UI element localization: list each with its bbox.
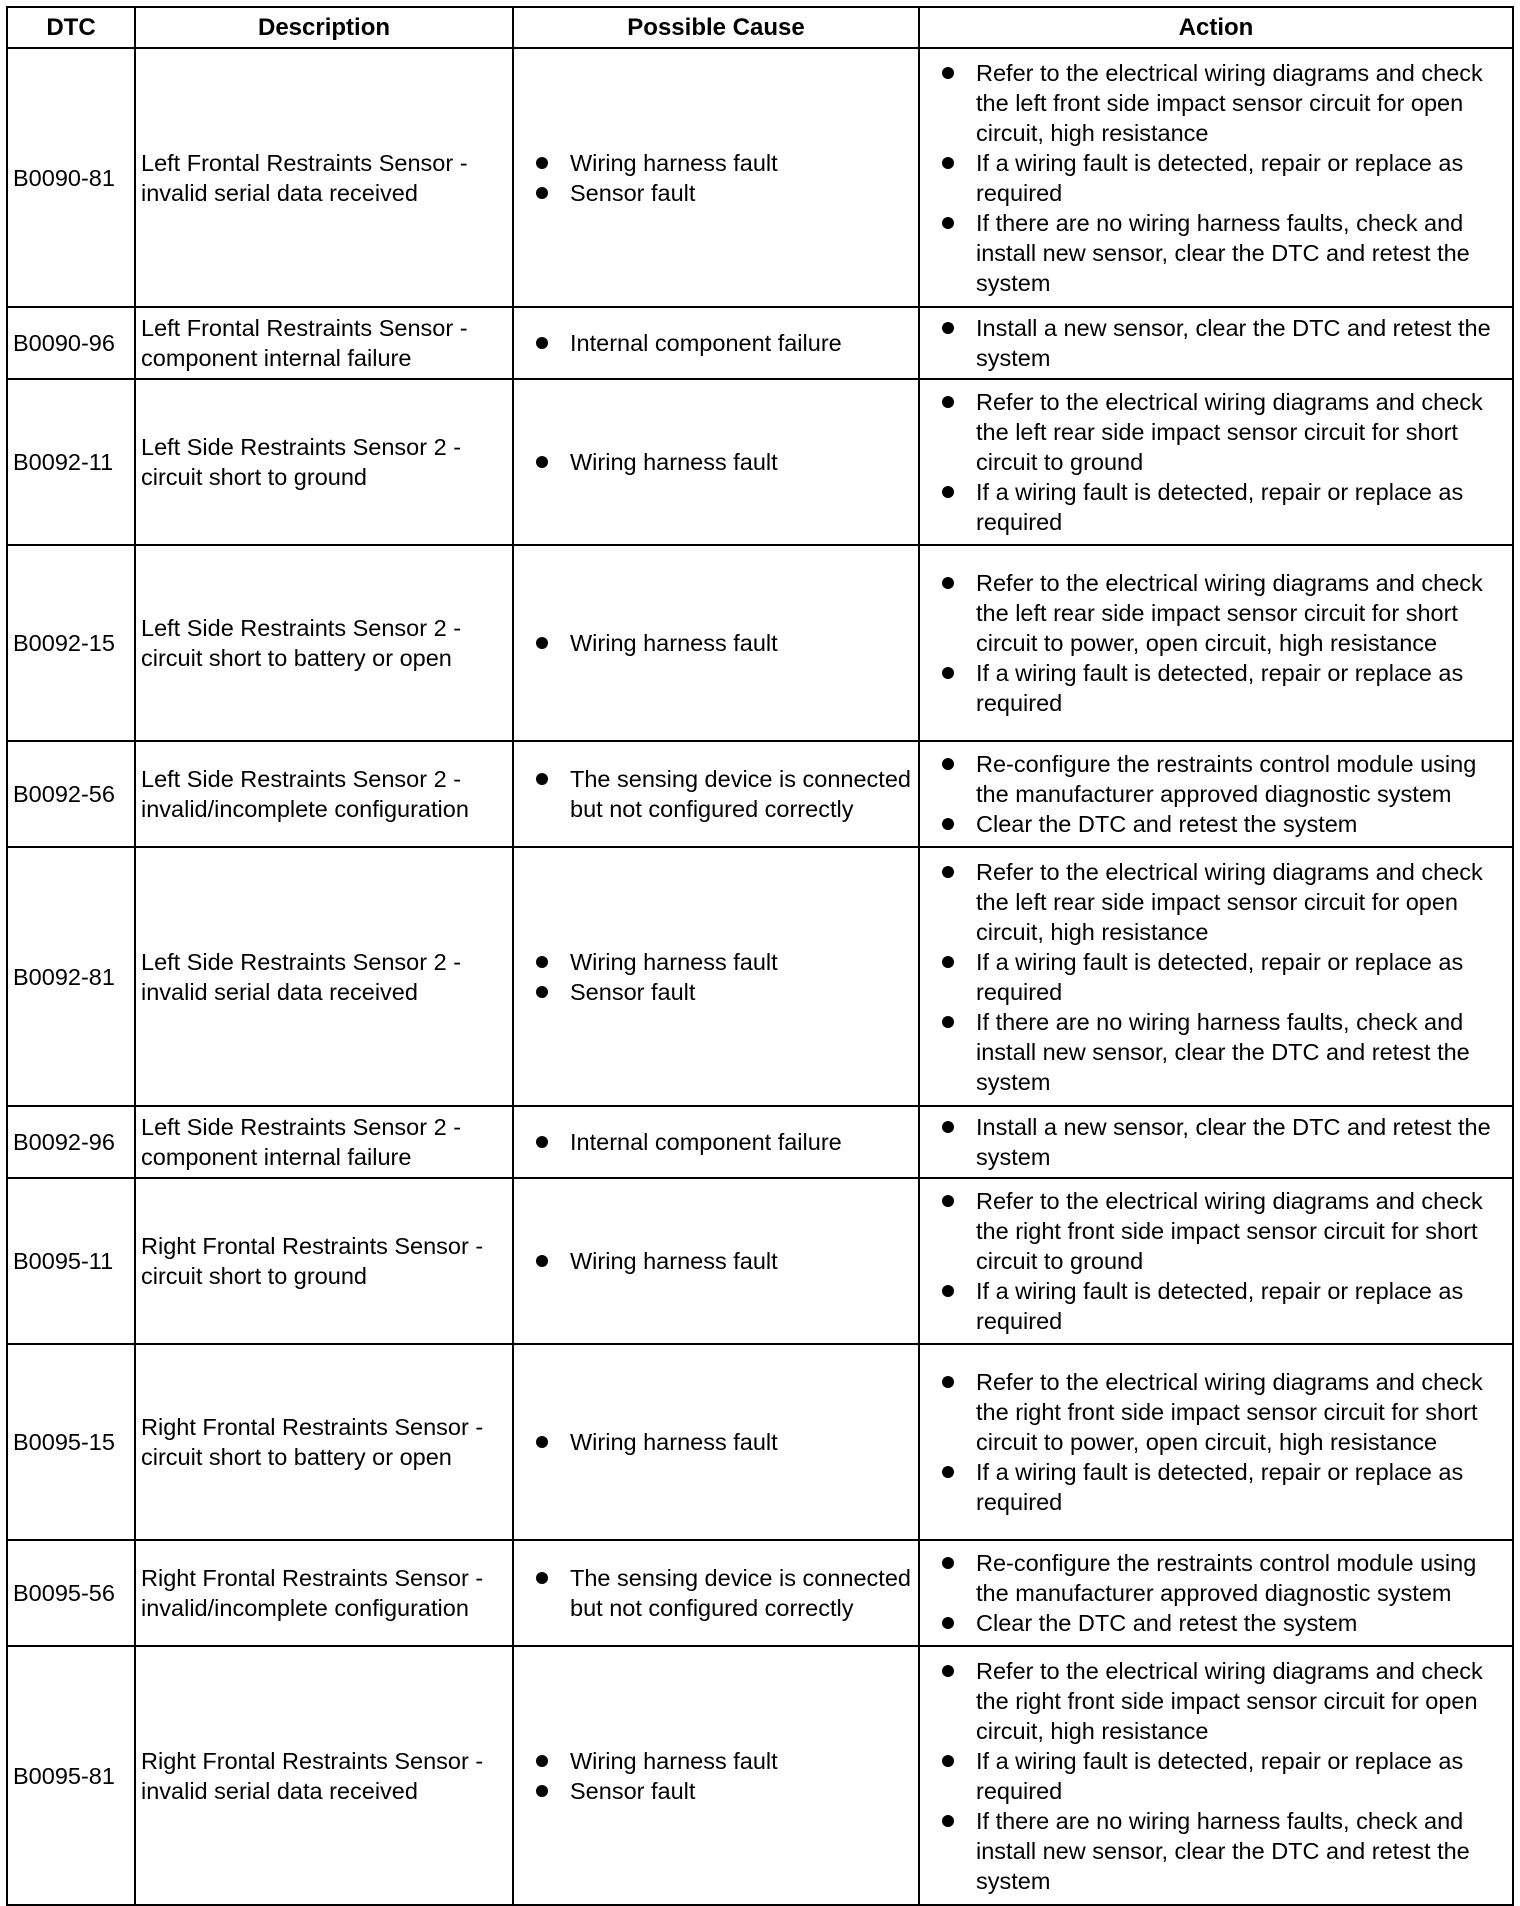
dtc-code: B0092-81 [7, 847, 135, 1106]
table-row [7, 847, 1513, 1106]
action-item: Re-configure the restraints control module using the manufacturer approved diagnostic system [942, 1548, 1510, 1608]
action-cell [919, 1344, 1513, 1540]
action-item: If there are no wiring harness faults, check and install new sensor, clear the DTC and retest the system [942, 1806, 1510, 1896]
action-cell [919, 741, 1513, 847]
cause-list [536, 148, 914, 208]
cause-list [536, 1746, 914, 1806]
dtc-code: B0092-96 [7, 1106, 135, 1178]
dtc-description: Left Side Restraints Sensor 2 - invalid/incomplete configuration [135, 741, 513, 847]
header-action: Action [919, 7, 1513, 48]
dtc-code: B0095-15 [7, 1344, 135, 1540]
table-row [7, 741, 1513, 847]
dtc-code: B0095-81 [7, 1646, 135, 1905]
dtc-code: B0092-11 [7, 379, 135, 545]
action-item: If a wiring fault is detected, repair or replace as required [942, 947, 1510, 1007]
dtc-description: Left Frontal Restraints Sensor - invalid serial data received [135, 48, 513, 307]
possible-cause-cell [513, 741, 919, 847]
action-cell [919, 1540, 1513, 1646]
possible-cause-cell [513, 1646, 919, 1905]
cause-list [536, 947, 914, 1007]
dtc-code: B0095-11 [7, 1178, 135, 1344]
dtc-code: B0095-56 [7, 1540, 135, 1646]
action-item: Refer to the electrical wiring diagrams and check the left front side impact sensor circuit for open circuit, high resistance [942, 58, 1510, 148]
cause-list [536, 628, 914, 658]
action-list [942, 1112, 1510, 1172]
action-list [942, 1548, 1510, 1638]
table-row [7, 545, 1513, 741]
cause-item: The sensing device is connected but not configured correctly [536, 1563, 914, 1623]
action-item: If a wiring fault is detected, repair or replace as required [942, 477, 1510, 537]
action-item: If there are no wiring harness faults, check and install new sensor, clear the DTC and retest the system [942, 1007, 1510, 1097]
dtc-description: Left Side Restraints Sensor 2 - circuit short to battery or open [135, 545, 513, 741]
dtc-description: Left Side Restraints Sensor 2 - circuit short to ground [135, 379, 513, 545]
action-list [942, 387, 1510, 537]
possible-cause-cell [513, 1540, 919, 1646]
cause-item: Internal component failure [536, 1127, 914, 1157]
header-dtc: DTC [7, 7, 135, 48]
action-item: If a wiring fault is detected, repair or replace as required [942, 1746, 1510, 1806]
action-cell [919, 379, 1513, 545]
table-row [7, 1106, 1513, 1178]
cause-item: Wiring harness fault [536, 1246, 914, 1276]
action-item: If a wiring fault is detected, repair or replace as required [942, 658, 1510, 718]
table-row [7, 1344, 1513, 1540]
dtc-description: Left Frontal Restraints Sensor - component internal failure [135, 307, 513, 379]
action-cell [919, 1178, 1513, 1344]
possible-cause-cell [513, 1344, 919, 1540]
dtc-table [6, 6, 1514, 1906]
cause-item: The sensing device is connected but not configured correctly [536, 764, 914, 824]
cause-item: Wiring harness fault [536, 447, 914, 477]
action-list [942, 58, 1510, 298]
action-cell [919, 545, 1513, 741]
cause-item: Wiring harness fault [536, 628, 914, 658]
action-cell [919, 1646, 1513, 1905]
action-item: Refer to the electrical wiring diagrams and check the right front side impact sensor circuit for short circuit to ground [942, 1186, 1510, 1276]
dtc-description: Right Frontal Restraints Sensor - invalid serial data received [135, 1646, 513, 1905]
possible-cause-cell [513, 48, 919, 307]
action-list [942, 313, 1510, 373]
action-cell [919, 48, 1513, 307]
cause-item: Wiring harness fault [536, 148, 914, 178]
dtc-description: Right Frontal Restraints Sensor - invalid/incomplete configuration [135, 1540, 513, 1646]
action-item: Clear the DTC and retest the system [942, 809, 1510, 839]
dtc-description: Right Frontal Restraints Sensor - circuit short to battery or open [135, 1344, 513, 1540]
action-item: If a wiring fault is detected, repair or replace as required [942, 1457, 1510, 1517]
action-item: If a wiring fault is detected, repair or replace as required [942, 148, 1510, 208]
dtc-code: B0092-56 [7, 741, 135, 847]
action-list [942, 857, 1510, 1097]
header-row [7, 7, 1513, 48]
cause-list [536, 447, 914, 477]
possible-cause-cell [513, 1178, 919, 1344]
possible-cause-cell [513, 847, 919, 1106]
cause-list [536, 1127, 914, 1157]
cause-list [536, 1427, 914, 1457]
action-list [942, 749, 1510, 839]
table-row [7, 1646, 1513, 1905]
cause-list [536, 1246, 914, 1276]
cause-item: Sensor fault [536, 1776, 914, 1806]
action-list [942, 1367, 1510, 1517]
cause-list [536, 1563, 914, 1623]
dtc-description: Left Side Restraints Sensor 2 - invalid serial data received [135, 847, 513, 1106]
action-item: Refer to the electrical wiring diagrams and check the left rear side impact sensor circuit for short circuit to power, open circuit, high resistance [942, 568, 1510, 658]
cause-item: Wiring harness fault [536, 1427, 914, 1457]
cause-list [536, 764, 914, 824]
table-row [7, 379, 1513, 545]
dtc-code: B0090-96 [7, 307, 135, 379]
dtc-code: B0092-15 [7, 545, 135, 741]
action-list [942, 568, 1510, 718]
action-item: Refer to the electrical wiring diagrams and check the left rear side impact sensor circuit for open circuit, high resistance [942, 857, 1510, 947]
possible-cause-cell [513, 307, 919, 379]
dtc-description: Right Frontal Restraints Sensor - circuit short to ground [135, 1178, 513, 1344]
action-item: Re-configure the restraints control module using the manufacturer approved diagnostic system [942, 749, 1510, 809]
action-cell [919, 1106, 1513, 1178]
action-list [942, 1656, 1510, 1896]
possible-cause-cell [513, 379, 919, 545]
header-description: Description [135, 7, 513, 48]
table-row [7, 307, 1513, 379]
action-item: If there are no wiring harness faults, check and install new sensor, clear the DTC and retest the system [942, 208, 1510, 298]
action-list [942, 1186, 1510, 1336]
cause-item: Sensor fault [536, 977, 914, 1007]
possible-cause-cell [513, 545, 919, 741]
dtc-code: B0090-81 [7, 48, 135, 307]
cause-item: Internal component failure [536, 328, 914, 358]
table-row [7, 1540, 1513, 1646]
possible-cause-cell [513, 1106, 919, 1178]
action-item: If a wiring fault is detected, repair or replace as required [942, 1276, 1510, 1336]
table-row [7, 48, 1513, 307]
cause-list [536, 328, 914, 358]
header-possible-cause: Possible Cause [513, 7, 919, 48]
table-row [7, 1178, 1513, 1344]
cause-item: Sensor fault [536, 178, 914, 208]
action-item: Install a new sensor, clear the DTC and retest the system [942, 1112, 1510, 1172]
cause-item: Wiring harness fault [536, 947, 914, 977]
action-item: Install a new sensor, clear the DTC and retest the system [942, 313, 1510, 373]
action-cell [919, 847, 1513, 1106]
table-body [7, 48, 1513, 1905]
action-item: Refer to the electrical wiring diagrams and check the right front side impact sensor circuit for open circuit, high resistance [942, 1656, 1510, 1746]
dtc-description: Left Side Restraints Sensor 2 - component internal failure [135, 1106, 513, 1178]
action-item: Clear the DTC and retest the system [942, 1608, 1510, 1638]
cause-item: Wiring harness fault [536, 1746, 914, 1776]
action-cell [919, 307, 1513, 379]
action-item: Refer to the electrical wiring diagrams and check the right front side impact sensor circuit for short circuit to power, open circuit, high resistance [942, 1367, 1510, 1457]
action-item: Refer to the electrical wiring diagrams and check the left rear side impact sensor circuit for short circuit to ground [942, 387, 1510, 477]
